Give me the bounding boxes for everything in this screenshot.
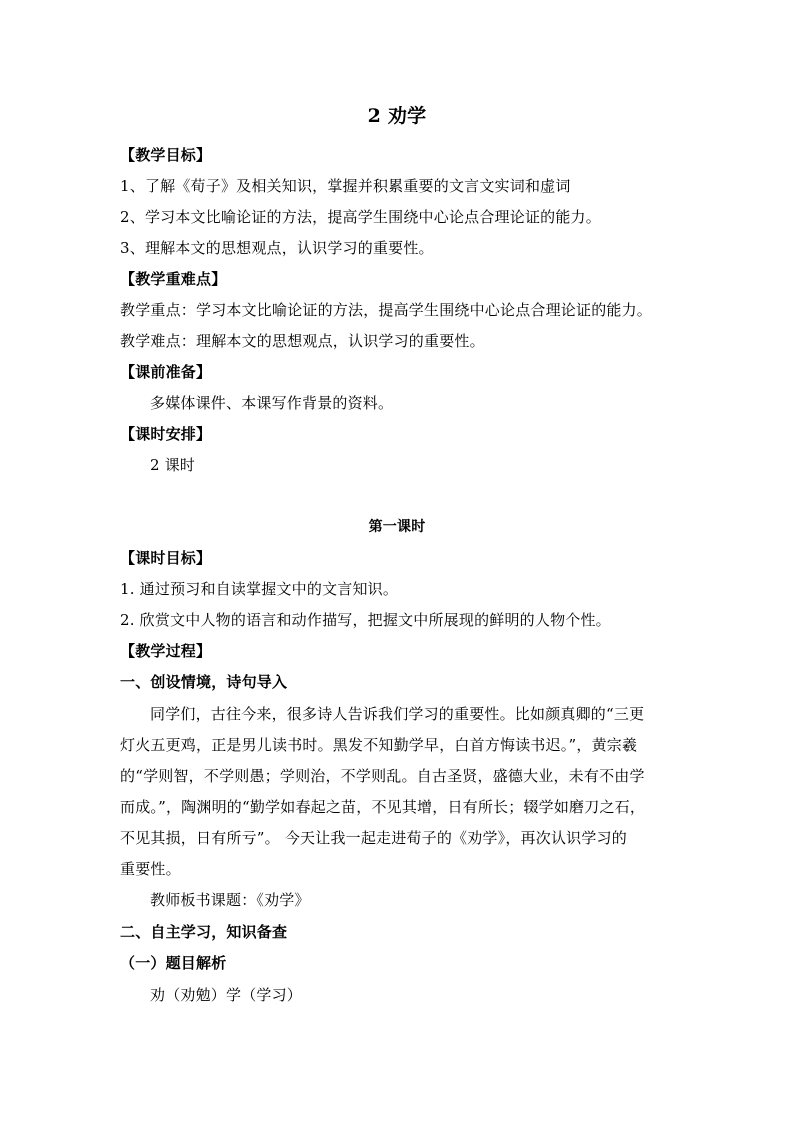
paragraph-line: 的“学则智，不学则愚；学则治，不学则乱。自古圣贤，盛德大业，未有不由学 bbox=[120, 767, 645, 785]
paragraph-line: 同学们，古往今来，很多诗人告诉我们学习的重要性。比如颜真卿的“三更 bbox=[150, 705, 645, 723]
page-title: 2 劝学 bbox=[367, 105, 427, 127]
subsection-heading: （一）题目解析 bbox=[120, 954, 227, 972]
objective-1: 1、了解《荀子》及相关知识，掌握并积累重要的文言文实词和虚词 bbox=[120, 177, 571, 195]
paragraph-line: 灯火五更鸡，正是男儿读书时。黑发不知勤学早，白首方悔读书迟。”，黄宗羲 bbox=[120, 736, 638, 754]
section-1-heading: 一、创设情境，诗句导入 bbox=[120, 673, 288, 691]
objective-2: 2、学习本文比喻论证的方法，提高学生围绕中心论点合理论证的能力。 bbox=[120, 208, 601, 226]
heading-schedule: 【课时安排】 bbox=[120, 425, 212, 443]
heading-objectives: 【教学目标】 bbox=[120, 146, 212, 164]
heading-preparation: 【课前准备】 bbox=[120, 363, 212, 381]
schedule-text: 2 课时 bbox=[150, 456, 196, 474]
lesson-goal-2: 2. 欣赏文中人物的语言和动作描写，把握文中所展现的鲜明的人物个性。 bbox=[120, 611, 611, 629]
heading-process: 【教学过程】 bbox=[120, 642, 212, 660]
board-title: 教师板书课题：《劝学》 bbox=[150, 891, 310, 909]
section-2-heading: 二、自主学习，知识备查 bbox=[120, 923, 288, 941]
heading-lesson-goals: 【课时目标】 bbox=[120, 549, 212, 567]
key-point: 教学重点：学习本文比喻论证的方法，提高学生围绕中心论点合理论证的能力。 bbox=[120, 301, 653, 319]
paragraph-line: 重要性。 bbox=[120, 860, 181, 878]
paragraph-line: 而成。”，陶渊明的“勤学如春起之苗，不见其增，日有所长；辍学如磨刀之石， bbox=[120, 798, 646, 816]
title-explanation: 劝（劝勉）学（学习） bbox=[150, 986, 303, 1004]
heading-keypoints: 【教学重难点】 bbox=[120, 270, 227, 288]
lesson-goal-1: 1. 通过预习和自读掌握文中的文言知识。 bbox=[120, 580, 399, 598]
lesson-heading: 第一课时 bbox=[368, 519, 426, 535]
objective-3: 3、理解本文的思想观点，认识学习的重要性。 bbox=[120, 239, 434, 257]
paragraph-line: 不见其损，日有所亏”。 今天让我一起走进荀子的《劝学》，再次认识学习的 bbox=[120, 829, 627, 847]
preparation-text: 多媒体课件、本课写作背景的资料。 bbox=[150, 394, 394, 412]
difficulty-point: 教学难点：理解本文的思想观点，认识学习的重要性。 bbox=[120, 332, 485, 350]
